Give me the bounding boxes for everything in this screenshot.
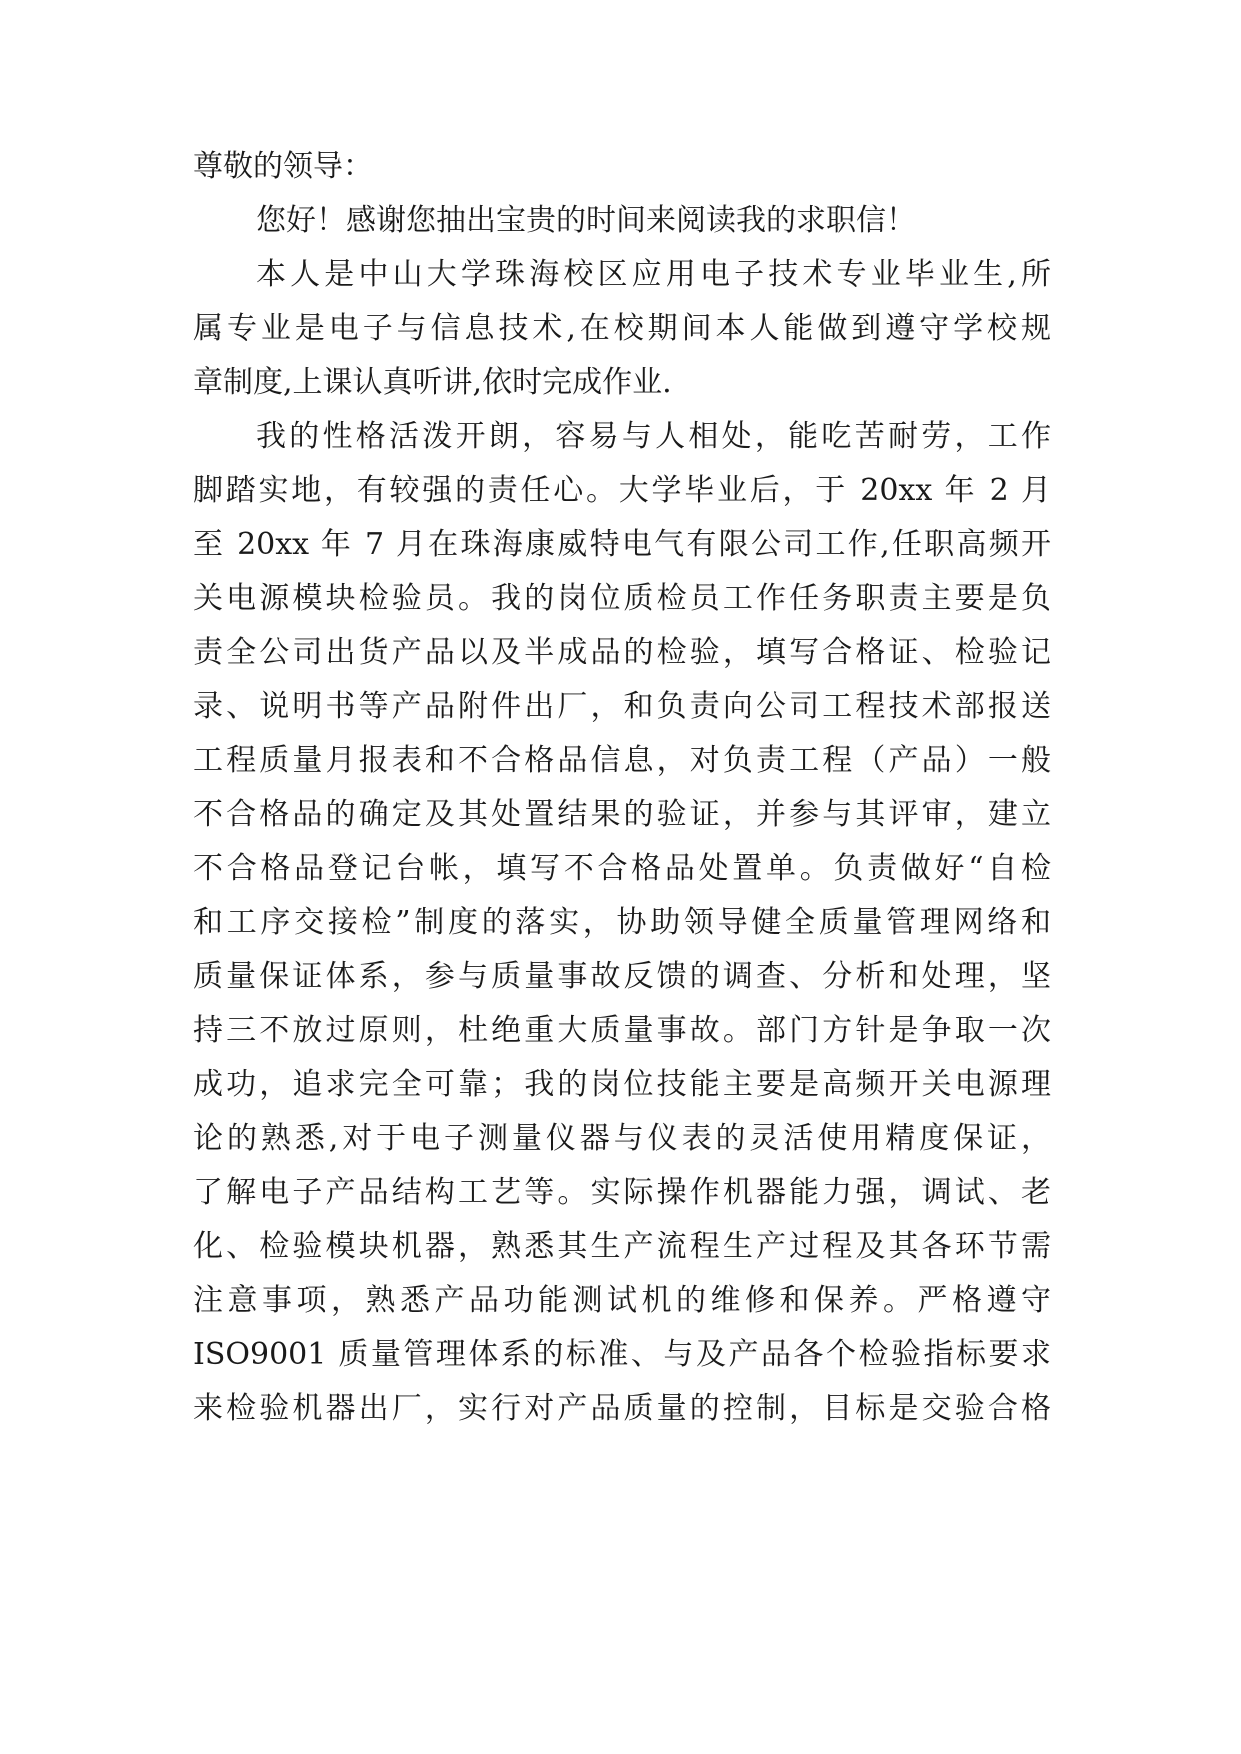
paragraph-line: 章制度,上课认真听讲,依时完成作业. [193, 365, 672, 400]
paragraph-line: 关电源模块检验员。我的岗位质检员工作任务职责主要是负 [193, 581, 1051, 616]
paragraph-line: 不合格品的确定及其处置结果的验证，并参与其评审，建立 [193, 797, 1051, 832]
paragraph-line: 不合格品登记台帐，填写不合格品处置单。负责做好“自检 [193, 851, 1051, 886]
paragraph-line: 至 20xx 年 7 月在珠海康威特电气有限公司工作,任职高频开 [193, 527, 1051, 562]
greeting-line: 您好！感谢您抽出宝贵的时间来阅读我的求职信！ [256, 203, 916, 238]
paragraph-line: 质量保证体系，参与质量事故反馈的调查、分析和处理，坚 [193, 959, 1051, 994]
paragraph-line: 成功，追求完全可靠；我的岗位技能主要是高频开关电源理 [193, 1067, 1051, 1102]
paragraph-line: 属专业是电子与信息技术,在校期间本人能做到遵守学校规 [193, 311, 1051, 346]
paragraph-line: 我的性格活泼开朗，容易与人相处，能吃苦耐劳，工作 [256, 419, 1051, 454]
salutation: 尊敬的领导： [193, 149, 373, 184]
paragraph-line: 论的熟悉,对于电子测量仪器与仪表的灵活使用精度保证， [193, 1121, 1051, 1156]
paragraph-line: 来检验机器出厂，实行对产品质量的控制，目标是交验合格 [193, 1391, 1051, 1426]
paragraph-line: 责全公司出货产品以及半成品的检验，填写合格证、检验记 [193, 635, 1051, 670]
paragraph-line: 了解电子产品结构工艺等。实际操作机器能力强，调试、老 [193, 1175, 1051, 1210]
paragraph-line: 注意事项，熟悉产品功能测试机的维修和保养。严格遵守 [193, 1283, 1051, 1318]
paragraph-line: 和工序交接检”制度的落实，协助领导健全质量管理网络和 [193, 905, 1051, 940]
paragraph-line: 化、检验模块机器，熟悉其生产流程生产过程及其各环节需 [193, 1229, 1051, 1264]
paragraph-line: 工程质量月报表和不合格品信息，对负责工程（产品）一般 [193, 743, 1051, 778]
paragraph-line: 持三不放过原则，杜绝重大质量事故。部门方针是争取一次 [193, 1013, 1051, 1048]
paragraph-line: ISO9001 质量管理体系的标准、与及产品各个检验指标要求 [193, 1337, 1051, 1372]
paragraph-line: 录、说明书等产品附件出厂，和负责向公司工程技术部报送 [193, 689, 1051, 724]
paragraph-line: 本人是中山大学珠海校区应用电子技术专业毕业生,所 [256, 257, 1051, 292]
paragraph-line: 脚踏实地，有较强的责任心。大学毕业后，于 20xx 年 2 月 [193, 473, 1051, 508]
